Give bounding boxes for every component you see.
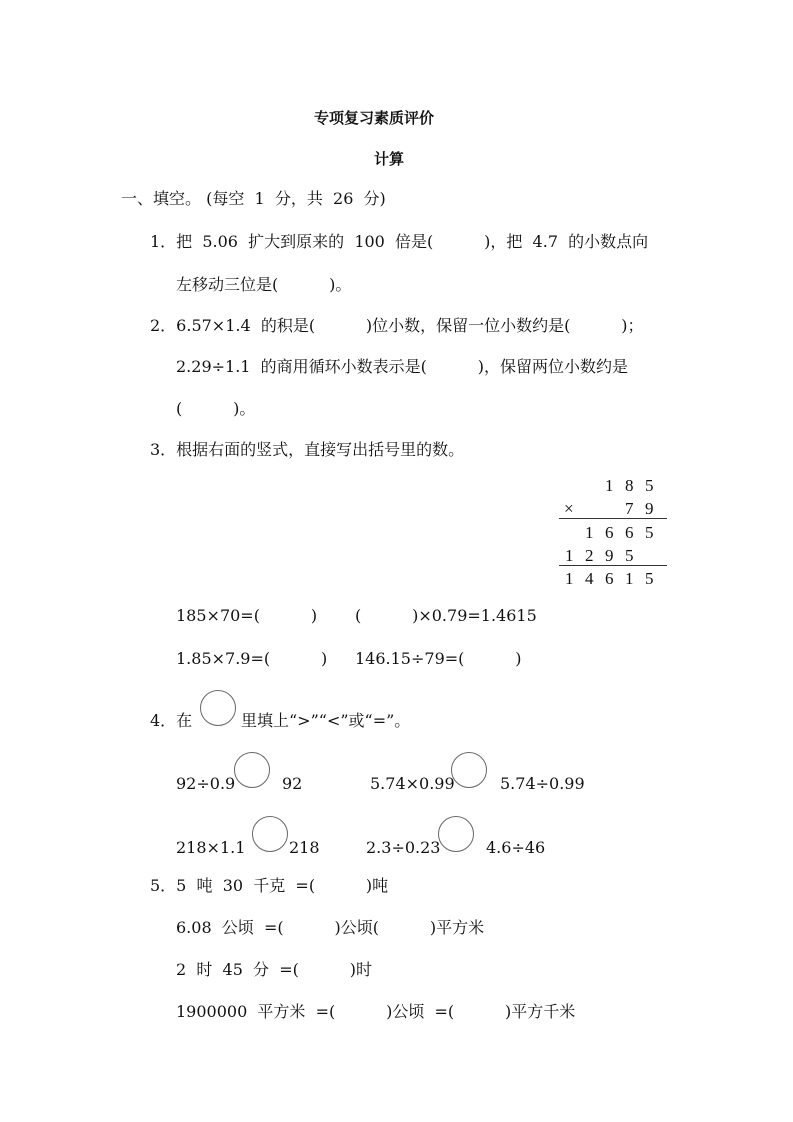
section-heading: 一、填空。 (每空 1 分，共 26 分) <box>121 189 386 208</box>
digit: 7 <box>625 499 634 518</box>
q5-line1: 5．5 吨 30 千克 =( )吨 <box>150 876 389 895</box>
q4-pair4-right: 4.6÷46 <box>486 838 546 857</box>
answer-circle[interactable] <box>200 690 236 726</box>
q5-line4: 1900000 平方米 =( )公顷 =( )平方千米 <box>176 1002 576 1021</box>
vertical-rule <box>559 518 667 519</box>
vertical-rule <box>559 565 667 566</box>
q5-line3: 2 时 45 分 =( )时 <box>176 960 372 979</box>
digit: 1 <box>565 546 574 565</box>
q3-item-a: 185×70=( ) <box>176 606 318 625</box>
answer-circle[interactable] <box>451 752 487 788</box>
digit: 1 <box>605 476 614 495</box>
q2-line2: 2.29÷1.1 的商用循环小数表示是( )，保留两位小数约是 <box>176 357 628 376</box>
q3-item-c: 1.85×7.9=( ) <box>176 649 328 668</box>
digit: 1 <box>565 569 574 588</box>
q4-pair2-right: 5.74÷0.99 <box>500 774 585 793</box>
q4-prefix: 4．在 <box>150 711 193 730</box>
digit: 4 <box>585 569 594 588</box>
digit: 9 <box>645 499 654 518</box>
digit: 9 <box>605 546 614 565</box>
digit: 5 <box>625 546 634 565</box>
digit: 6 <box>625 523 634 542</box>
q1-line2: 左移动三位是( )。 <box>176 275 352 294</box>
digit: 2 <box>585 546 594 565</box>
q4-pair3-right: 218 <box>289 838 320 857</box>
digit: 5 <box>645 476 654 495</box>
multiply-sign: × <box>564 499 574 518</box>
digit: 5 <box>645 569 654 588</box>
answer-circle[interactable] <box>252 816 288 852</box>
q4-pair3-left: 218×1.1 <box>176 838 246 857</box>
page-title: 专项复习素质评价 <box>314 109 435 127</box>
q4-pair1-right: 92 <box>282 774 303 793</box>
page-subtitle: 计算 <box>374 150 405 168</box>
q3-item-d: 146.15÷79=( ) <box>355 649 522 668</box>
q1-line1: 1．把 5.06 扩大到原来的 100 倍是( )，把 4.7 的小数点向 <box>150 232 649 251</box>
q3-line1: 3．根据右面的竖式，直接写出括号里的数。 <box>150 440 465 459</box>
q4-pair4-left: 2.3÷0.23 <box>366 838 441 857</box>
q3-item-b: ( )×0.79=1.4615 <box>355 606 537 625</box>
answer-circle[interactable] <box>438 816 474 852</box>
q4-pair1-left: 92÷0.9 <box>176 774 236 793</box>
answer-circle[interactable] <box>234 752 270 788</box>
q4-suffix: 里填上“>”“<”或“=”。 <box>241 711 411 730</box>
digit: 6 <box>605 569 614 588</box>
digit: 1 <box>585 523 594 542</box>
digit: 8 <box>625 476 634 495</box>
digit: 1 <box>625 569 634 588</box>
digit: 6 <box>605 523 614 542</box>
q4-pair2-left: 5.74×0.99 <box>370 774 455 793</box>
q2-line1: 2．6.57×1.4 的积是( )位小数，保留一位小数约是( )； <box>150 316 644 335</box>
digit: 5 <box>645 523 654 542</box>
q2-line3: ( )。 <box>176 399 256 418</box>
q5-line2: 6.08 公顷 =( )公顷( )平方米 <box>176 918 485 937</box>
